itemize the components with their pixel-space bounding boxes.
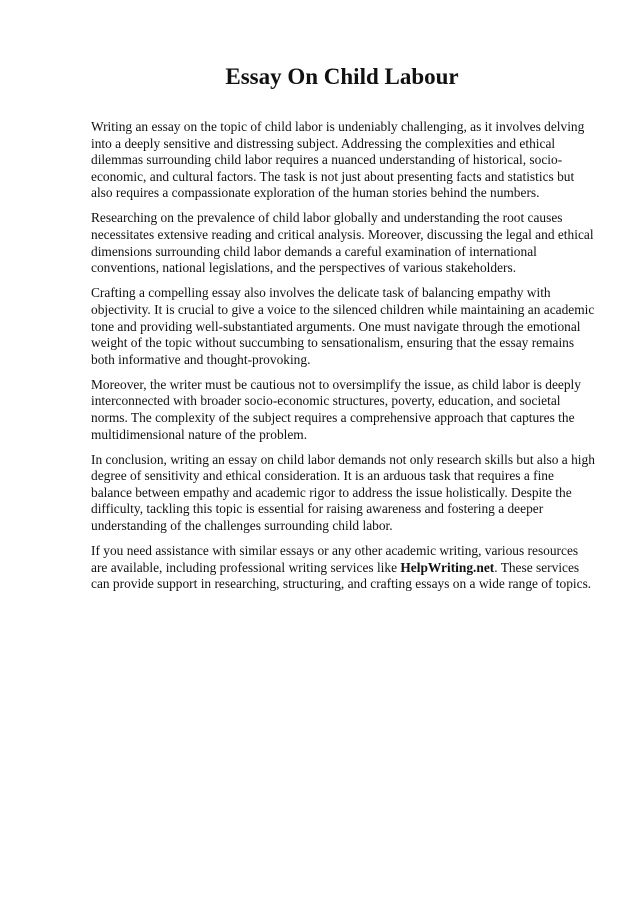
document-title: Essay On Child Labour (225, 64, 459, 89)
paragraph-4: Moreover, the writer must be cautious not to oversimplify the issue, as child labor is deeply interconnected with broader socio-economic structures, poverty, education, and societal norms. The complexity of the subject requires a comprehensive approach that captures the multidimensional nature of the problem. (91, 376, 581, 442)
paragraph-6-after-link: . These services can provide support in researching, structuring, and crafting essays on a wide range of topics. (91, 559, 592, 592)
paragraph-6 (91, 543, 596, 593)
paragraph-6-before-link: If you need assistance with similar essays or any other academic writing, various resources are available, including professional writing services like (91, 543, 579, 575)
document-body (91, 119, 596, 601)
paragraph-2: Researching on the prevalence of child labor globally and understanding the root causes necessitates extensive reading and critical analysis. Moreover, discussing the legal and ethical dimensions surrounding child labor demands a careful examination of international conventions, national legislations, and the perspectives of various stakeholders. (91, 210, 594, 276)
paragraph-5: In conclusion, writing an essay on child labor demands not only research skills but also a high degree of sensitivity and ethical consideration. It is an arduous task that requires a fine balance between empathy and academic rigor to address the issue holistically. Despite the difficulty, tackling this topic is essential for raising awareness and fostering a deeper understanding of the challenges surrounding child labor. (91, 451, 595, 534)
paragraph-3: Crafting a compelling essay also involves the delicate task of balancing empathy with objectivity. It is crucial to give a voice to the silenced children while maintaining an academic tone and providing well-substantiated arguments. One must navigate through the emotional weight of the topic without succumbing to sensationalism, ensuring that the essay remains both informative and thought-provoking. (91, 285, 595, 367)
helpwriting-link[interactable]: HelpWriting.net (400, 559, 495, 575)
paragraph-1: Writing an essay on the topic of child labor is undeniably challenging, as it involves delving into a deeply sensitive and distressing subject. Addressing the complexities and ethical dilemmas surrounding child labor requires a nuanced understanding of historical, socio-economic, and cultural factors. The task is not just about presenting facts and statistics but also requires a compassionate exploration of the human stories behind the numbers. (91, 119, 585, 201)
